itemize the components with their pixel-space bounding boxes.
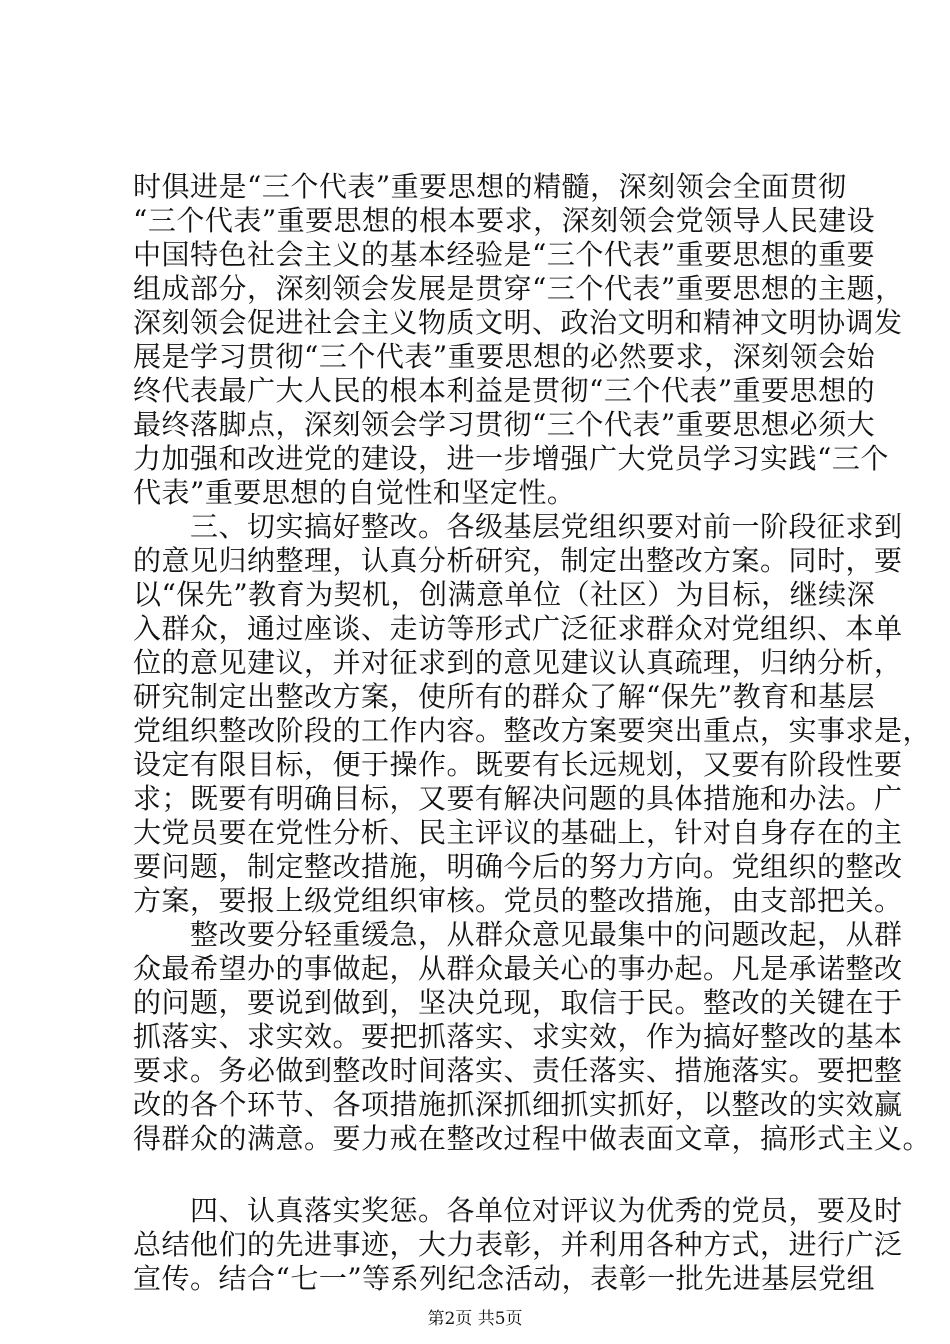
body-line: 抓落实、求实效。要把抓落实、求实效，作为搞好整改的基本 [133, 1020, 903, 1053]
body-line: 三、切实搞好整改。各级基层党组织要对前一阶段征求到 [133, 510, 903, 543]
body-line: 终代表最广大人民的根本利益是贯彻“三个代表”重要思想的 [133, 374, 876, 407]
body-line: 研究制定出整改方案，使所有的群众了解“保先”教育和基层 [133, 680, 876, 713]
body-line: 大党员要在党性分析、民主评议的基础上，针对自身存在的主 [133, 816, 903, 849]
body-line: 求；既要有明确目标，又要有解决问题的具体措施和办法。广 [133, 782, 903, 815]
body-line: 党组织整改阶段的工作内容。整改方案要突出重点，实事求是， [133, 714, 932, 747]
body-line: 要问题，制定整改措施，明确今后的努力方向。党组织的整改 [133, 850, 903, 883]
body-line: 的问题，要说到做到，坚决兑现，取信于民。整改的关键在于 [133, 986, 903, 1019]
body-line: 以“保先”教育为契机，创满意单位（社区）为目标，继续深 [133, 578, 876, 611]
body-line: 最终落脚点，深刻领会学习贯彻“三个代表”重要思想必须大 [133, 408, 876, 441]
body-line: 得群众的满意。要力戒在整改过程中做表面文章，搞形式主义。 [133, 1122, 932, 1155]
body-line: 方案，要报上级党组织审核。党员的整改措施，由支部把关。 [133, 884, 903, 917]
body-line: 时俱进是“三个代表”重要思想的精髓，深刻领会全面贯彻 [133, 170, 847, 203]
body-line: 组成部分，深刻领会发展是贯穿“三个代表”重要思想的主题， [133, 272, 904, 305]
body-line: 众最希望办的事做起，从群众最关心的事办起。凡是承诺整改 [133, 952, 903, 985]
body-line: 位的意见建议，并对征求到的意见建议认真疏理，归纳分析， [133, 646, 903, 679]
body-line: 设定有限目标，便于操作。既要有长远规划，又要有阶段性要 [133, 748, 903, 781]
body-line: 入群众，通过座谈、走访等形式广泛征求群众对党组织、本单 [133, 612, 903, 645]
page-number-footer: 第2页 共5页 [427, 1309, 523, 1329]
body-line: 代表”重要思想的自觉性和坚定性。 [133, 476, 576, 509]
body-line: 展是学习贯彻“三个代表”重要思想的必然要求，深刻领会始 [133, 340, 876, 373]
body-line: 要求。务必做到整改时间落实、责任落实、措施落实。要把整 [133, 1054, 903, 1087]
body-line: 改的各个环节、各项措施抓深抓细抓实抓好，以整改的实效赢 [133, 1088, 903, 1121]
body-line: 整改要分轻重缓急，从群众意见最集中的问题改起，从群 [133, 918, 903, 951]
body-line: 四、认真落实奖惩。各单位对评议为优秀的党员，要及时 [133, 1194, 903, 1227]
body-line: “三个代表”重要思想的根本要求，深刻领会党领导人民建设 [133, 204, 876, 237]
body-line: 总结他们的先进事迹，大力表彰，并利用各种方式，进行广泛 [133, 1228, 903, 1261]
body-line: 力加强和改进党的建设，进一步增强广大党员学习实践“三个 [133, 442, 889, 475]
body-line: 宣传。结合“七一”等系列纪念活动，表彰一批先进基层党组 [133, 1262, 876, 1295]
body-line: 深刻领会促进社会主义物质文明、政治文明和精神文明协调发 [133, 306, 903, 339]
body-line: 中国特色社会主义的基本经验是“三个代表”重要思想的重要 [133, 238, 876, 271]
body-line: 的意见归纳整理，认真分析研究，制定出整改方案。同时，要 [133, 544, 903, 577]
